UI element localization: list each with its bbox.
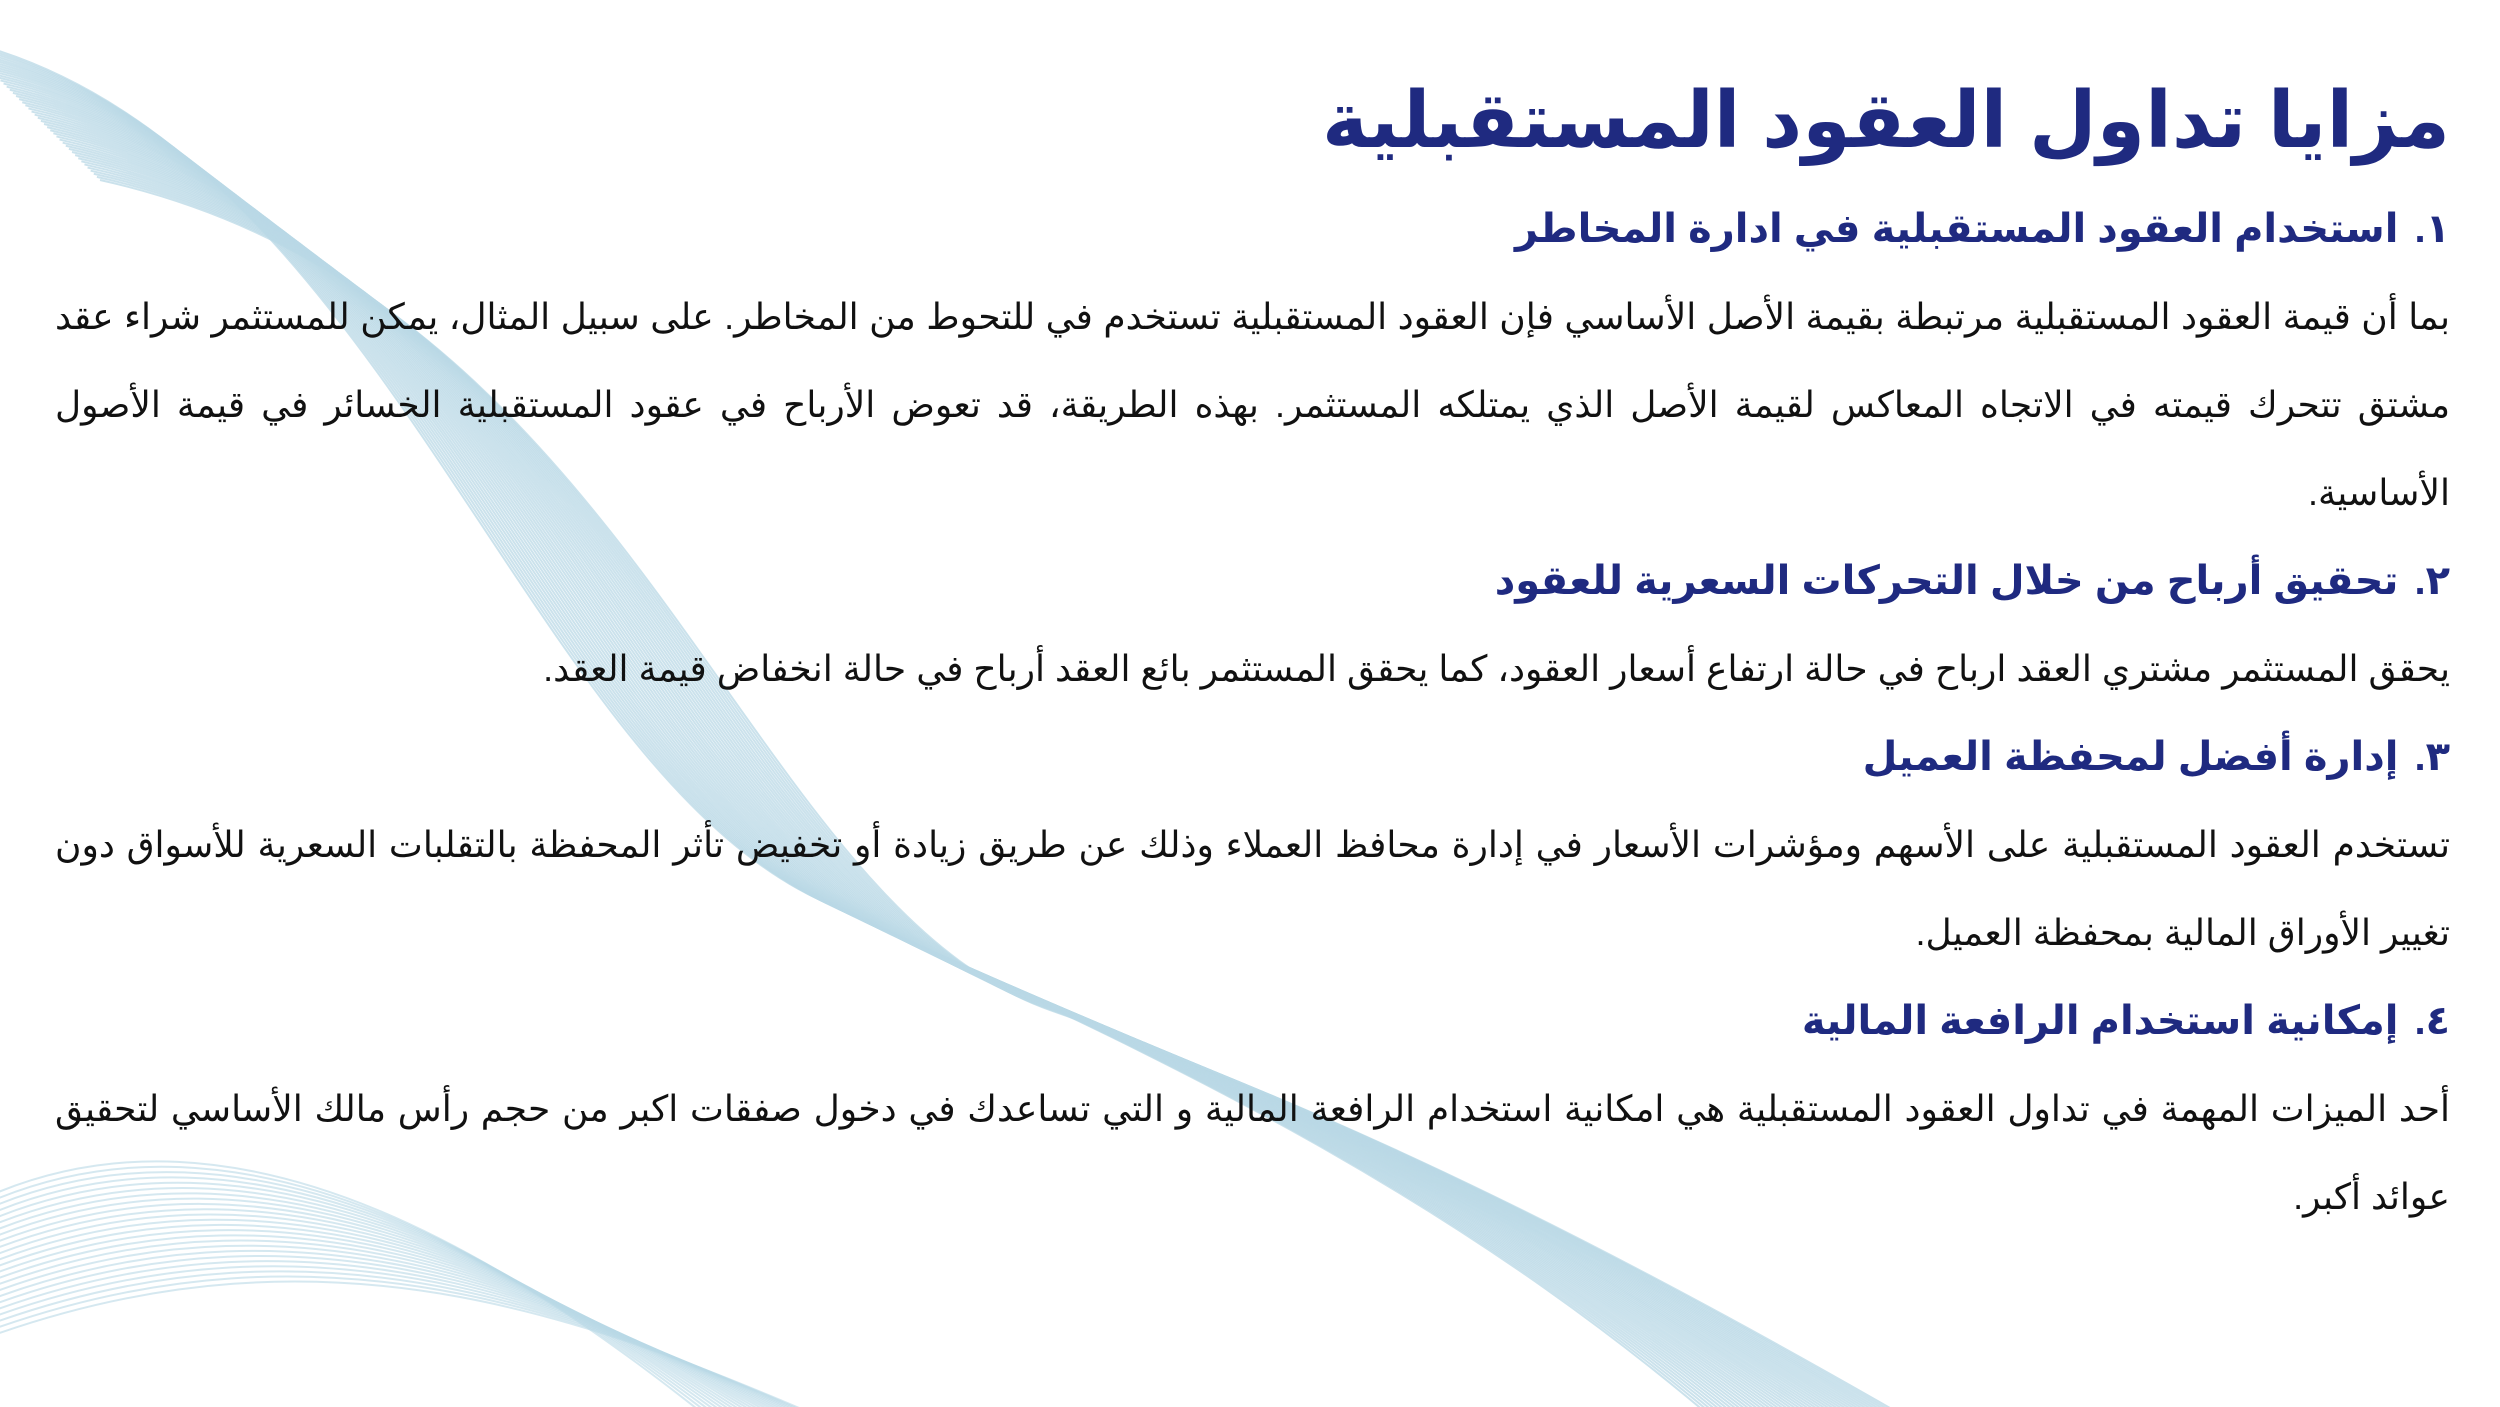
wave-line — [0, 1261, 892, 1407]
section-heading-text-3: إدارة أفضل لمحفظة العميل — [1862, 735, 2399, 779]
section-heading-1 — [55, 185, 2450, 273]
section-number-2: ٢. — [2414, 559, 2450, 603]
section-number-4: ٤. — [2414, 999, 2450, 1043]
section-body-1: بما أن قيمة العقود المستقبلية مرتبطة بقيمة الأصل الأساسي فإن العقود المستقبلية تستخدم في للتحوط من المخاطر. على سبيل المثال، يمكن للمستثمر شراء عقد مشتق تتحرك قيمته في الاتجاه المعاكس لقيمة الأصل الذي يمتلكه المستثمر. بهذه الطريقة، قد تعوض الأرباح في عقود المستقبلية الخسائر في قيمة الأصول الأساسية. — [55, 296, 2450, 513]
wave-line — [0, 1251, 878, 1407]
section-heading-3 — [55, 713, 2450, 801]
section-body-2: يحقق المستثمر مشتري العقد ارباح في حالة ارتفاع أسعار العقود، كما يحقق المستثمر بائع العقد أرباح في حالة انخفاض قيمة العقد. — [543, 648, 2450, 689]
section-number-1: ١. — [2414, 207, 2450, 251]
section-heading-text-2: تحقيق أرباح من خلال التحركات السعرية للعقود — [1494, 559, 2399, 603]
section-body-3: تستخدم العقود المستقبلية على الأسهم ومؤشرات الأسعار في إدارة محافظ العملاء وذلك عن طريق زيادة أو تخفيض تأثر المحفظة بالتقلبات السعرية للأسواق دون تغيير الأوراق المالية بمحفظة العميل. — [55, 824, 2450, 953]
section-heading-2 — [55, 537, 2450, 625]
section-number-3: ٣. — [2414, 735, 2450, 779]
section-heading-4 — [55, 977, 2450, 1065]
wave-line — [0, 1266, 899, 1407]
wave-line — [0, 1281, 920, 1407]
slide-content — [55, 55, 2450, 1241]
section-body-4: أحد الميزات المهمة في تداول العقود المستقبلية هي امكانية استخدام الرافعة المالية و التي تساعدك في دخول صفقات اكبر من حجم رأس مالك الأساسي لتحقيق عوائد أكبر. — [55, 1088, 2450, 1217]
slide-title: مزايا تداول العقود المستقبلية — [1322, 76, 2450, 164]
section-heading-text-4: إمكانية استخدام الرافعة المالية — [1801, 999, 2399, 1043]
section-heading-text-1: استخدام العقود المستقبلية في ادارة المخاطر — [1515, 207, 2399, 251]
wave-line — [0, 1246, 871, 1407]
